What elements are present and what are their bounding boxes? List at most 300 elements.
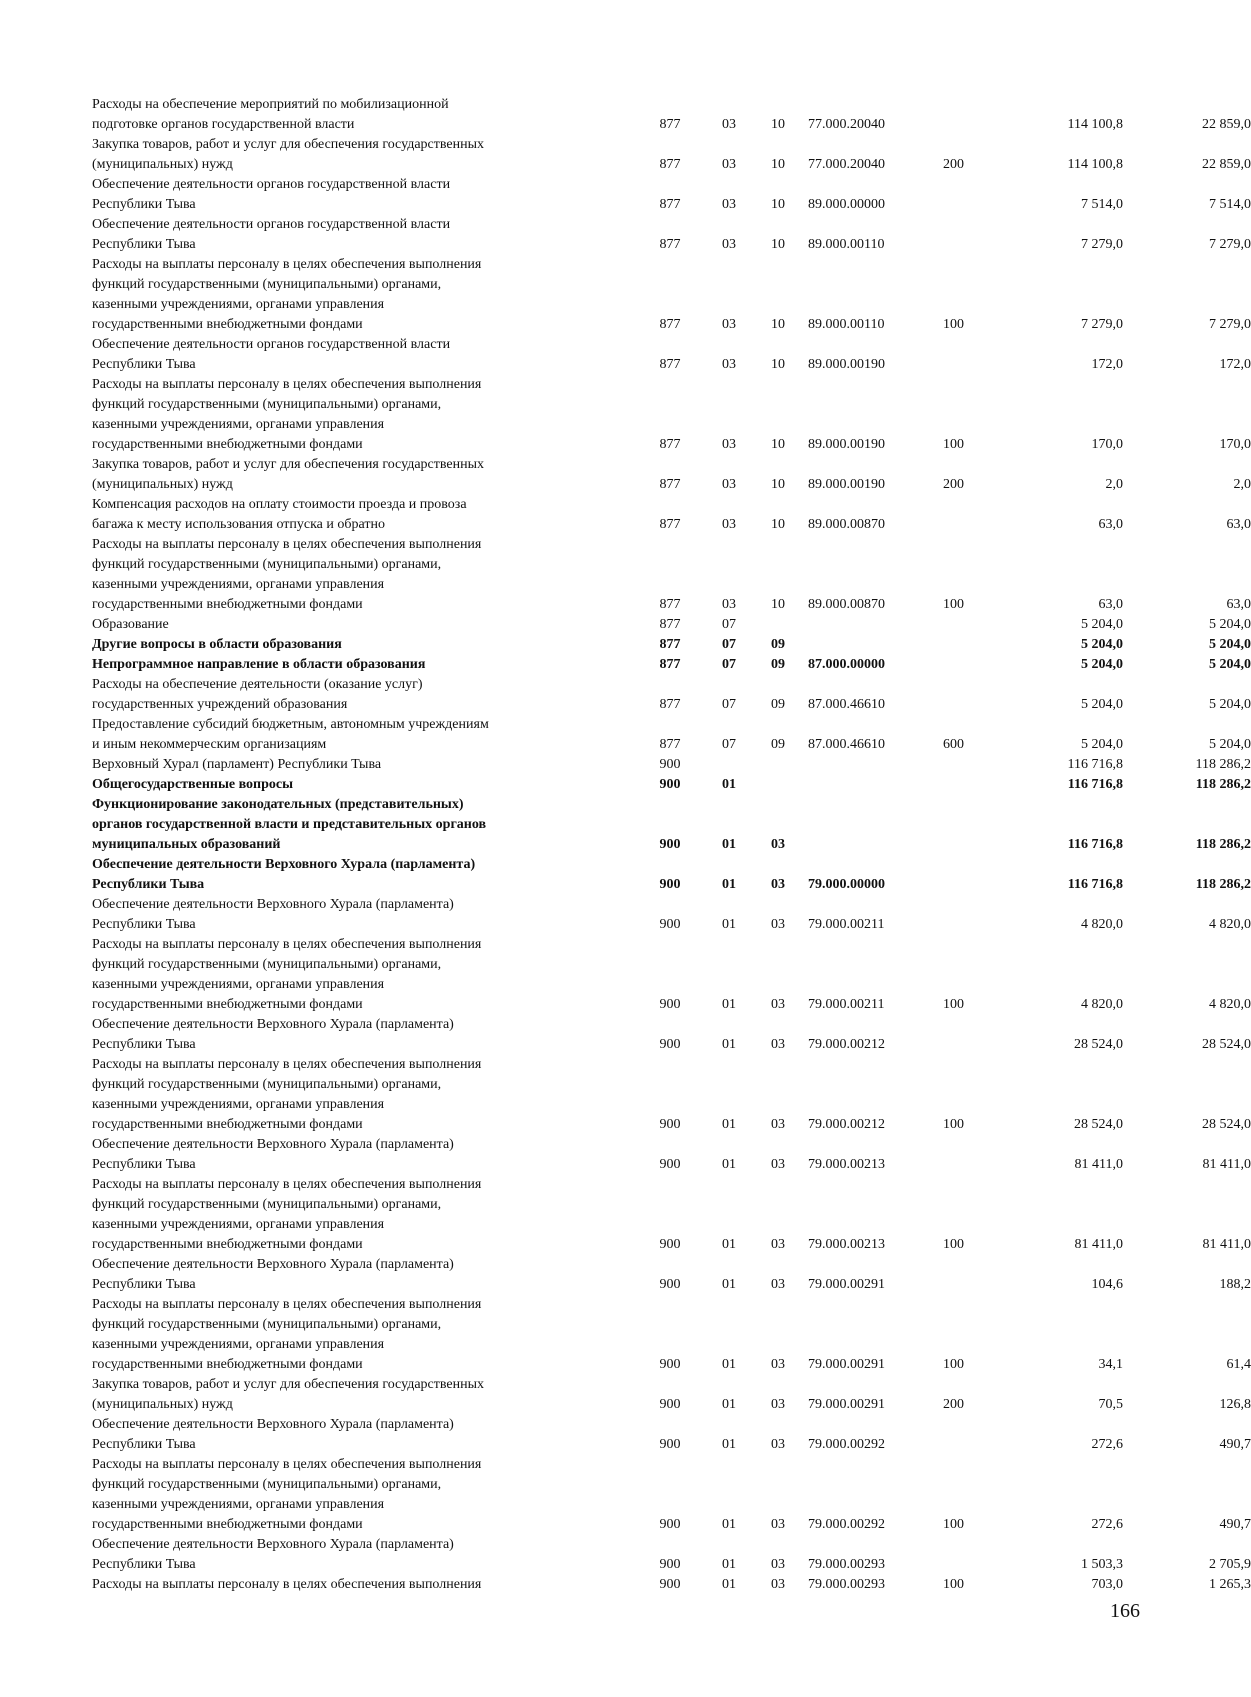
table-row	[92, 535, 1251, 615]
amount-year-1: 7 514,0	[1081, 197, 1123, 212]
expense-name-line: казенными учреждениями, органами управления	[92, 1217, 385, 1232]
expense-type-code: 100	[943, 597, 964, 612]
expense-name-line: Расходы на выплаты персоналу в целях обеспечения выполнения	[92, 1057, 482, 1072]
expense-name	[92, 1535, 612, 1575]
expense-type-code	[943, 655, 1003, 675]
expense-name-line: Закупка товаров, работ и услуг для обеспечения государственных	[92, 457, 485, 472]
expense-type-code	[943, 795, 1003, 855]
amount-year-2: 7 279,0	[1209, 317, 1251, 332]
table-row	[92, 495, 1251, 535]
section-code: 01	[722, 1277, 736, 1292]
expense-type-code	[943, 635, 1003, 655]
ministry-code: 900	[659, 1577, 681, 1592]
expense-name	[92, 1575, 612, 1595]
expense-name	[92, 95, 612, 135]
amount-year-1: 70,5	[1098, 1397, 1123, 1412]
amount-year-1: 272,6	[1091, 1517, 1123, 1532]
section-code: 01	[722, 1357, 736, 1372]
expense-name-line: государственными внебюджетными фондами	[92, 597, 363, 612]
amount-year-1: 5 204,0	[1081, 737, 1123, 752]
subsection-code: 03	[771, 877, 785, 892]
expense-name-line: функций государственными (муниципальными) органами,	[92, 957, 442, 972]
amount-year-2: 4 820,0	[1209, 917, 1251, 932]
expense-name-line: Расходы на обеспечение деятельности (оказание услуг)	[92, 677, 423, 692]
target-article-code: 87.000.46610	[808, 697, 885, 712]
amount-year-2: 2 705,9	[1209, 1557, 1251, 1572]
amount-year-2: 61,4	[1226, 1357, 1251, 1372]
expense-type-code	[943, 1535, 1003, 1575]
ministry-code: 877	[659, 357, 681, 372]
target-article-code: 89.000.00110	[808, 317, 885, 332]
expense-name-line: казенными учреждениями, органами управления	[92, 977, 385, 992]
ministry-code: 900	[659, 997, 681, 1012]
expense-name	[92, 535, 612, 615]
expense-name-line: Обеспечение деятельности Верховного Хурала (парламента)	[92, 1537, 454, 1552]
expense-name-line: органов государственной власти и представительных органов	[92, 817, 487, 832]
ministry-code: 900	[659, 1237, 681, 1252]
expense-name-line: государственными внебюджетными фондами	[92, 1237, 363, 1252]
expense-name	[92, 375, 612, 455]
table-row	[92, 935, 1251, 1015]
section-code: 03	[722, 117, 736, 132]
subsection-code: 03	[771, 1557, 785, 1572]
target-article-code: 79.000.00293	[808, 1577, 885, 1592]
amount-year-2: 5 204,0	[1209, 697, 1251, 712]
section-code: 07	[722, 617, 736, 632]
budget-table-body	[92, 95, 1251, 1595]
section-code: 03	[722, 437, 736, 452]
expense-name-line: государственными внебюджетными фондами	[92, 1357, 363, 1372]
expense-type-code: 100	[943, 997, 964, 1012]
table-row	[92, 615, 1251, 635]
table-row	[92, 1415, 1251, 1455]
amount-year-1: 172,0	[1091, 357, 1123, 372]
subsection-code	[756, 775, 800, 795]
expense-name	[92, 655, 612, 675]
expense-name-line: (муниципальных) нужд	[92, 157, 233, 172]
expense-type-code: 100	[943, 1117, 964, 1132]
expense-name	[92, 755, 612, 775]
expense-name-line: Обеспечение деятельности органов государственной власти	[92, 177, 451, 192]
amount-year-1: 7 279,0	[1081, 317, 1123, 332]
expense-name	[92, 175, 612, 215]
expense-name	[92, 895, 612, 935]
amount-year-2: 63,0	[1226, 597, 1251, 612]
ministry-code: 900	[659, 777, 681, 792]
ministry-code: 877	[659, 517, 681, 532]
expense-type-code: 200	[943, 477, 964, 492]
target-article-code: 89.000.00870	[808, 597, 885, 612]
table-row	[92, 1135, 1251, 1175]
expense-type-code	[943, 1015, 1003, 1055]
amount-year-2: 81 411,0	[1202, 1237, 1251, 1252]
expense-type-code	[943, 675, 1003, 715]
amount-year-1: 114 100,8	[1067, 157, 1123, 172]
expense-type-code	[943, 1415, 1003, 1455]
amount-year-2: 172,0	[1219, 357, 1251, 372]
expense-name-line: Верховный Хурал (парламент) Республики Тыва	[92, 757, 382, 772]
expense-name	[92, 1135, 612, 1175]
ministry-code: 877	[659, 617, 681, 632]
table-row	[92, 1295, 1251, 1375]
subsection-code: 03	[771, 997, 785, 1012]
expense-name	[92, 255, 612, 335]
expense-name-line: функций государственными (муниципальными) органами,	[92, 277, 442, 292]
expense-name-line: государственными внебюджетными фондами	[92, 1517, 363, 1532]
section-code: 01	[722, 837, 736, 852]
subsection-code: 09	[771, 737, 785, 752]
amount-year-1: 5 204,0	[1081, 617, 1123, 632]
amount-year-1: 28 524,0	[1074, 1117, 1123, 1132]
expense-type-code: 100	[943, 1357, 964, 1372]
expense-name	[92, 855, 612, 895]
expense-name-line: казенными учреждениями, органами управления	[92, 417, 385, 432]
expense-name-line: государственными внебюджетными фондами	[92, 437, 363, 452]
ministry-code: 900	[659, 1357, 681, 1372]
target-article-code: 77.000.20040	[808, 117, 885, 132]
subsection-code: 03	[771, 1157, 785, 1172]
expense-type-code	[943, 855, 1003, 895]
table-row	[92, 1575, 1251, 1595]
ministry-code: 877	[659, 597, 681, 612]
amount-year-1: 703,0	[1091, 1577, 1123, 1592]
table-row	[92, 895, 1251, 935]
subsection-code	[756, 615, 800, 635]
section-code: 03	[722, 517, 736, 532]
section-code: 07	[722, 697, 736, 712]
target-article-code: 79.000.00291	[808, 1277, 885, 1292]
section-code: 03	[722, 197, 736, 212]
expense-name-line: функций государственными (муниципальными) органами,	[92, 397, 442, 412]
expense-name-line: Расходы на обеспечение мероприятий по мобилизационной	[92, 97, 449, 112]
expense-name-line: Компенсация расходов на оплату стоимости проезда и провоза	[92, 497, 467, 512]
ministry-code: 877	[659, 197, 681, 212]
ministry-code: 900	[659, 757, 681, 772]
expense-name-line: Обеспечение деятельности Верховного Хурала (парламента)	[92, 897, 454, 912]
section-code: 03	[722, 157, 736, 172]
expense-name-line: казенными учреждениями, органами управления	[92, 1337, 385, 1352]
table-row	[92, 755, 1251, 775]
expense-name-line: казенными учреждениями, органами управления	[92, 1097, 385, 1112]
section-code: 07	[722, 637, 736, 652]
table-row	[92, 335, 1251, 375]
expense-type-code: 100	[943, 1517, 964, 1532]
target-article-code: 79.000.00292	[808, 1437, 885, 1452]
section-code: 01	[722, 777, 736, 792]
table-row	[92, 455, 1251, 495]
section-code: 07	[722, 657, 736, 672]
amount-year-1: 116 716,8	[1067, 777, 1123, 792]
subsection-code: 03	[771, 917, 785, 932]
expense-name-line: Обеспечение деятельности Верховного Хурала (парламента)	[92, 1017, 454, 1032]
table-row	[92, 715, 1251, 755]
ministry-code: 877	[659, 637, 681, 652]
ministry-code: 877	[659, 477, 681, 492]
amount-year-1: 34,1	[1098, 1357, 1123, 1372]
expense-name-line: функций государственными (муниципальными) органами,	[92, 1077, 442, 1092]
expense-name-line: Закупка товаров, работ и услуг для обеспечения государственных	[92, 137, 485, 152]
subsection-code: 10	[771, 597, 785, 612]
amount-year-2: 118 286,2	[1195, 837, 1251, 852]
expense-name-line: Республики Тыва	[92, 1437, 196, 1452]
section-code: 01	[722, 1117, 736, 1132]
amount-year-2: 5 204,0	[1209, 657, 1251, 672]
amount-year-2: 4 820,0	[1209, 997, 1251, 1012]
expense-name-line: Республики Тыва	[92, 917, 196, 932]
expense-name	[92, 1375, 612, 1415]
target-article-code: 77.000.20040	[808, 157, 885, 172]
target-article-code: 89.000.00110	[808, 237, 885, 252]
ministry-code: 877	[659, 157, 681, 172]
target-article-code: 79.000.00213	[808, 1237, 885, 1252]
expense-type-code: 100	[943, 1577, 964, 1592]
expense-name	[92, 615, 612, 635]
table-row	[92, 635, 1251, 655]
expense-name-line: подготовке органов государственной власти	[92, 117, 355, 132]
expense-type-code: 600	[943, 737, 964, 752]
amount-year-1: 170,0	[1091, 437, 1123, 452]
expense-name-line: функций государственными (муниципальными) органами,	[92, 1477, 442, 1492]
target-article-code: 79.000.00292	[808, 1517, 885, 1532]
target-article-code: 87.000.00000	[808, 657, 885, 672]
expense-name-line: Непрограммное направление в области образования	[92, 657, 426, 672]
section-code: 01	[722, 1437, 736, 1452]
target-article-code	[800, 795, 943, 855]
expense-name-line: Республики Тыва	[92, 1557, 196, 1572]
expense-type-code	[943, 1135, 1003, 1175]
amount-year-2: 81 411,0	[1202, 1157, 1251, 1172]
subsection-code: 10	[771, 477, 785, 492]
expense-name-line: Обеспечение деятельности Верховного Хурала (парламента)	[92, 1137, 454, 1152]
expense-name	[92, 215, 612, 255]
expense-name-line: муниципальных образований	[92, 837, 281, 852]
expense-name-line: Обеспечение деятельности Верховного Хурала (парламента)	[92, 1417, 454, 1432]
target-article-code: 89.000.00190	[808, 437, 885, 452]
expense-name-line: функций государственными (муниципальными) органами,	[92, 557, 442, 572]
ministry-code: 877	[659, 317, 681, 332]
amount-year-2: 490,7	[1219, 1517, 1251, 1532]
ministry-code: 900	[659, 877, 681, 892]
target-article-code: 79.000.00213	[808, 1157, 885, 1172]
section-code: 03	[722, 237, 736, 252]
amount-year-1: 116 716,8	[1067, 877, 1123, 892]
subsection-code: 03	[771, 1577, 785, 1592]
subsection-code: 03	[771, 1277, 785, 1292]
expense-name	[92, 455, 612, 495]
table-row	[92, 255, 1251, 335]
expense-name-line: (муниципальных) нужд	[92, 477, 233, 492]
amount-year-1: 5 204,0	[1081, 637, 1123, 652]
amount-year-1: 5 204,0	[1081, 657, 1123, 672]
section-code: 07	[722, 737, 736, 752]
expense-type-code	[943, 335, 1003, 375]
subsection-code: 03	[771, 1517, 785, 1532]
amount-year-1: 4 820,0	[1081, 917, 1123, 932]
amount-year-1: 7 279,0	[1081, 237, 1123, 252]
expense-name	[92, 935, 612, 1015]
section-code: 01	[722, 1557, 736, 1572]
ministry-code: 900	[659, 837, 681, 852]
ministry-code: 877	[659, 437, 681, 452]
expense-name-line: Республики Тыва	[92, 357, 196, 372]
amount-year-2: 28 524,0	[1202, 1117, 1251, 1132]
section-code: 01	[722, 917, 736, 932]
expense-name	[92, 1455, 612, 1535]
section-code: 01	[722, 997, 736, 1012]
table-row	[92, 1375, 1251, 1415]
expense-name	[92, 715, 612, 755]
section-code: 01	[722, 1037, 736, 1052]
section-code: 03	[722, 597, 736, 612]
expense-type-code	[943, 495, 1003, 535]
section-code	[702, 755, 756, 775]
expense-name-line: и иным некоммерческим организациям	[92, 737, 327, 752]
target-article-code: 79.000.00212	[808, 1117, 885, 1132]
expense-type-code	[943, 95, 1003, 135]
target-article-code: 79.000.00000	[808, 877, 885, 892]
ministry-code: 900	[659, 1557, 681, 1572]
table-row	[92, 95, 1251, 135]
amount-year-2: 118 286,2	[1195, 777, 1251, 792]
amount-year-1: 81 411,0	[1074, 1157, 1123, 1172]
table-row	[92, 135, 1251, 175]
table-row	[92, 1535, 1251, 1575]
table-row	[92, 1255, 1251, 1295]
table-row	[92, 175, 1251, 215]
amount-year-2: 22 859,0	[1202, 157, 1251, 172]
expense-name-line: Республики Тыва	[92, 877, 205, 892]
expense-name-line: государственными внебюджетными фондами	[92, 1117, 363, 1132]
amount-year-2: 2,0	[1233, 477, 1251, 492]
expense-type-code: 200	[943, 157, 964, 172]
amount-year-1: 272,6	[1091, 1437, 1123, 1452]
table-row	[92, 675, 1251, 715]
expense-name-line: государственными внебюджетными фондами	[92, 317, 363, 332]
target-article-code: 79.000.00212	[808, 1037, 885, 1052]
subsection-code: 03	[771, 1397, 785, 1412]
expense-name-line: казенными учреждениями, органами управления	[92, 1497, 385, 1512]
expense-name-line: Закупка товаров, работ и услуг для обеспечения государственных	[92, 1377, 485, 1392]
section-code: 01	[722, 1157, 736, 1172]
subsection-code: 03	[771, 1437, 785, 1452]
expense-name	[92, 135, 612, 175]
expense-type-code: 100	[943, 437, 964, 452]
expense-name-line: казенными учреждениями, органами управления	[92, 577, 385, 592]
expense-type-code	[943, 895, 1003, 935]
subsection-code: 10	[771, 357, 785, 372]
subsection-code: 03	[771, 1357, 785, 1372]
expense-name-line: государственных учреждений образования	[92, 697, 348, 712]
amount-year-1: 5 204,0	[1081, 697, 1123, 712]
subsection-code: 10	[771, 157, 785, 172]
table-row	[92, 795, 1251, 855]
target-article-code: 79.000.00291	[808, 1397, 885, 1412]
expense-name	[92, 1415, 612, 1455]
target-article-code: 89.000.00190	[808, 357, 885, 372]
expense-name	[92, 495, 612, 535]
expense-type-code	[943, 175, 1003, 215]
subsection-code: 09	[771, 657, 785, 672]
amount-year-2: 118 286,2	[1195, 877, 1251, 892]
target-article-code	[800, 755, 943, 775]
expense-type-code	[943, 615, 1003, 635]
subsection-code: 09	[771, 637, 785, 652]
amount-year-2: 170,0	[1219, 437, 1251, 452]
ministry-code: 900	[659, 1157, 681, 1172]
target-article-code: 79.000.00293	[808, 1557, 885, 1572]
expense-name	[92, 1295, 612, 1375]
amount-year-2: 126,8	[1219, 1397, 1251, 1412]
expense-name	[92, 1015, 612, 1055]
expense-name-line: Общегосударственные вопросы	[92, 777, 294, 792]
expense-name	[92, 635, 612, 655]
subsection-code: 09	[771, 697, 785, 712]
section-code: 01	[722, 1577, 736, 1592]
amount-year-2: 5 204,0	[1209, 737, 1251, 752]
amount-year-1: 28 524,0	[1074, 1037, 1123, 1052]
amount-year-2: 7 279,0	[1209, 237, 1251, 252]
expense-name-line: Расходы на выплаты персоналу в целях обеспечения выполнения	[92, 1457, 482, 1472]
amount-year-1: 114 100,8	[1067, 117, 1123, 132]
subsection-code: 10	[771, 197, 785, 212]
table-row	[92, 1455, 1251, 1535]
target-article-code	[800, 635, 943, 655]
ministry-code: 877	[659, 237, 681, 252]
target-article-code: 79.000.00291	[808, 1357, 885, 1372]
table-row	[92, 775, 1251, 795]
ministry-code: 900	[659, 1037, 681, 1052]
subsection-code: 10	[771, 317, 785, 332]
amount-year-1: 1 503,3	[1081, 1557, 1123, 1572]
amount-year-2: 1 265,3	[1209, 1577, 1251, 1592]
amount-year-2: 22 859,0	[1202, 117, 1251, 132]
expense-type-code	[943, 215, 1003, 255]
expense-name-line: Обеспечение деятельности Верховного Хурала (парламента)	[92, 857, 476, 872]
ministry-code: 900	[659, 1397, 681, 1412]
table-row	[92, 1175, 1251, 1255]
target-article-code: 79.000.00211	[808, 997, 885, 1012]
amount-year-2: 5 204,0	[1209, 637, 1251, 652]
expense-name-line: Функционирование законодательных (представительных)	[92, 797, 464, 812]
subsection-code: 10	[771, 237, 785, 252]
ministry-code: 900	[659, 1437, 681, 1452]
expense-name-line: функций государственными (муниципальными) органами,	[92, 1317, 442, 1332]
target-article-code	[800, 775, 943, 795]
expense-name	[92, 775, 612, 795]
subsection-code: 03	[771, 837, 785, 852]
table-row	[92, 375, 1251, 455]
expense-name-line: Образование	[92, 617, 169, 632]
table-row	[92, 215, 1251, 255]
section-code: 01	[722, 1237, 736, 1252]
table-row	[92, 1015, 1251, 1055]
ministry-code: 900	[659, 1277, 681, 1292]
expense-name-line: Расходы на выплаты персоналу в целях обеспечения выполнения	[92, 937, 482, 952]
section-code: 03	[722, 317, 736, 332]
expense-name-line: багажа к месту использования отпуска и обратно	[92, 517, 385, 532]
target-article-code: 79.000.00211	[808, 917, 885, 932]
expense-name-line: Расходы на выплаты персоналу в целях обеспечения выполнения	[92, 1177, 482, 1192]
expense-name-line: Республики Тыва	[92, 1277, 196, 1292]
target-article-code: 87.000.46610	[808, 737, 885, 752]
expense-name-line: Расходы на выплаты персоналу в целях обеспечения выполнения	[92, 537, 482, 552]
table-row	[92, 855, 1251, 895]
subsection-code: 03	[771, 1037, 785, 1052]
expense-name	[92, 1055, 612, 1135]
amount-year-2: 188,2	[1219, 1277, 1251, 1292]
table-row	[92, 655, 1251, 675]
expense-name	[92, 675, 612, 715]
